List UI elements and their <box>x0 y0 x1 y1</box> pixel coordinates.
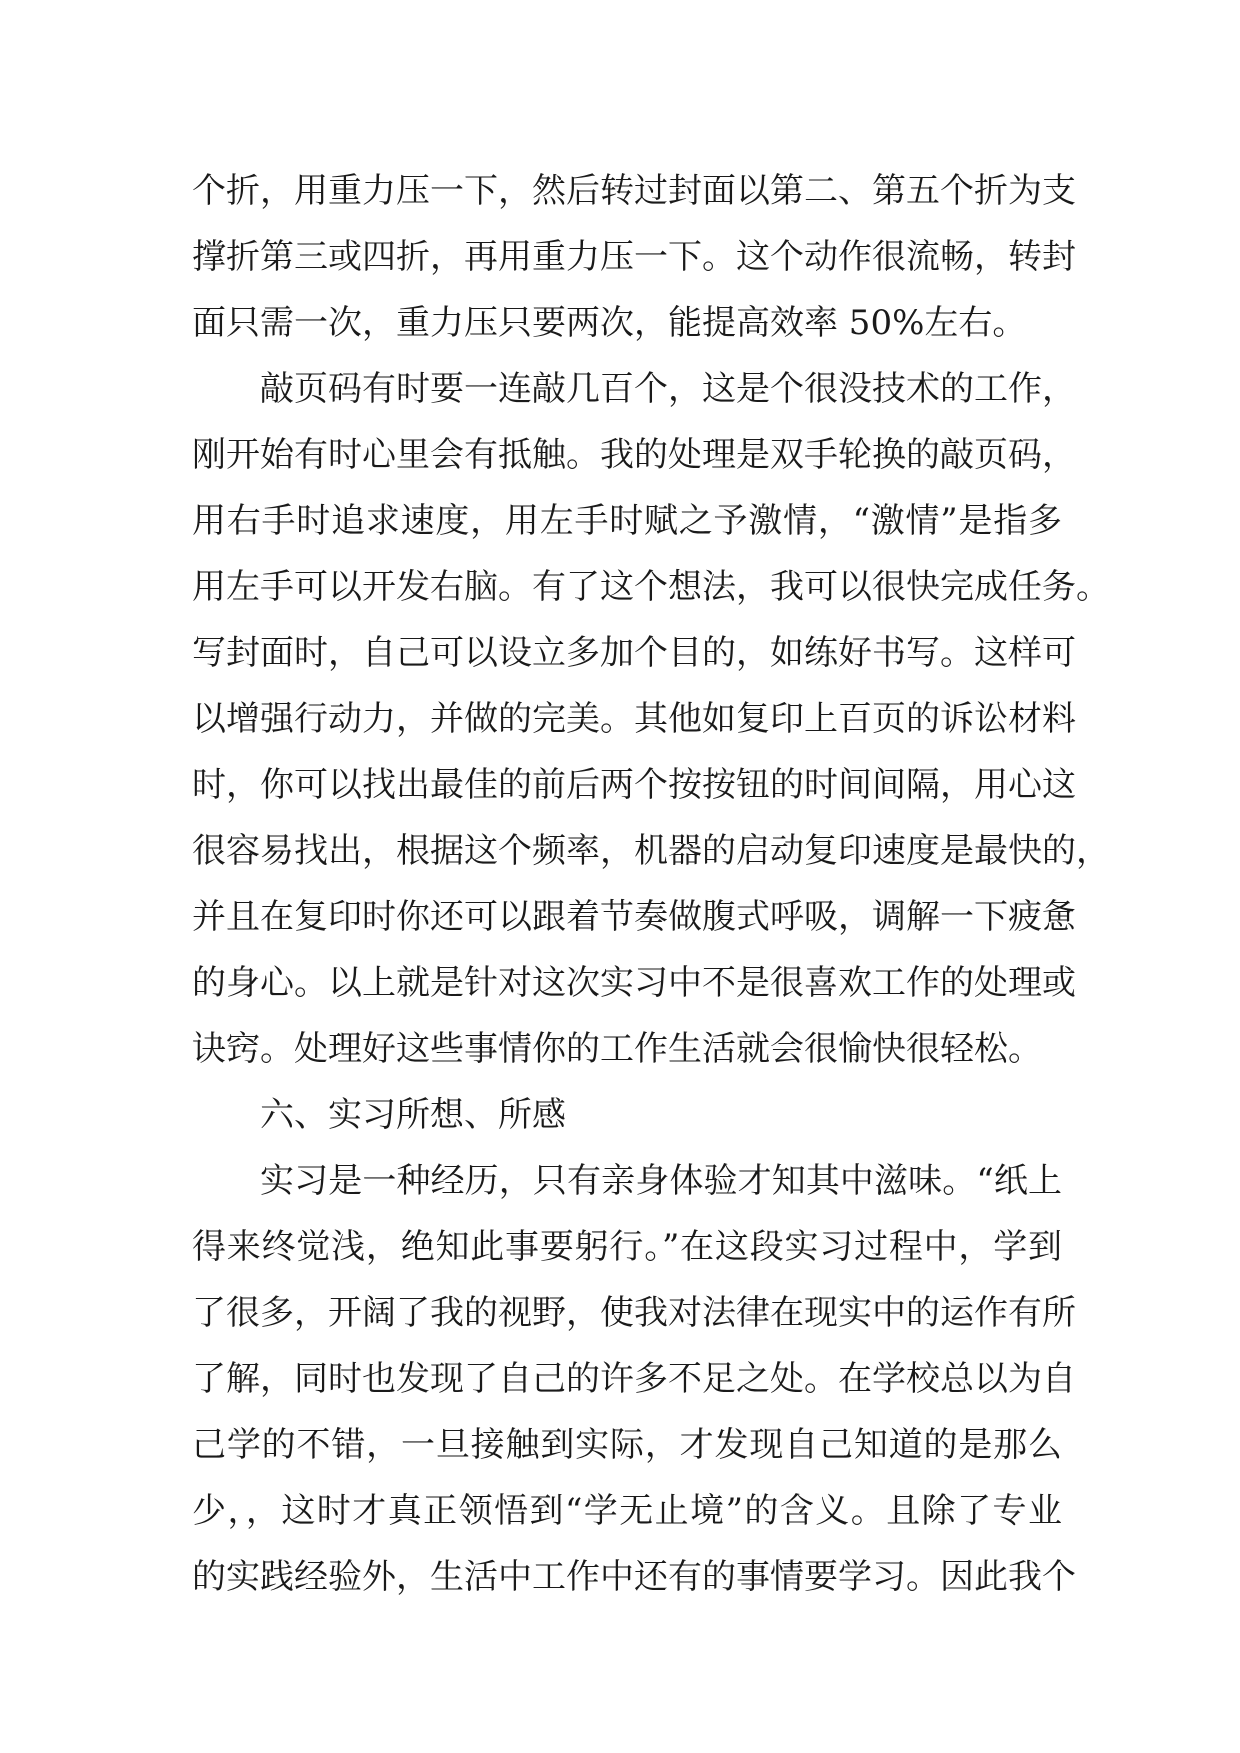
text-line: 以增强行动力，并做的完美。其他如复印上百页的诉讼材料 <box>192 699 1076 739</box>
text-line: 诀窍。处理好这些事情你的工作生活就会很愉快很轻松。 <box>192 1029 1042 1069</box>
text-line: 面只需一次，重力压只要两次，能提高效率 50%左右。 <box>192 303 1027 343</box>
text-line: 并且在复印时你还可以跟着节奏做腹式呼吸，调解一下疲惫 <box>192 897 1076 937</box>
text-line: 得来终觉浅，绝知此事要躬行。”在这段实习过程中，学到 <box>192 1227 1062 1267</box>
body-text <box>192 158 1110 1610</box>
text-line: 少，，这时才真正领悟到“学无止境”的含义。且除了专业 <box>192 1491 1062 1531</box>
text-line: 用左手可以开发右脑。有了这个想法，我可以很快完成任务。 <box>192 567 1110 607</box>
section-heading: 六、实习所想、所感 <box>260 1095 566 1135</box>
text-line: 个折，用重力压一下，然后转过封面以第二、第五个折为支 <box>192 171 1076 211</box>
paragraph-first-line: 实习是一种经历，只有亲身体验才知其中滋味。“纸上 <box>260 1161 1062 1201</box>
text-line: 的实践经验外，生活中工作中还有的事情要学习。因此我个 <box>192 1557 1076 1597</box>
text-line: 写封面时，自己可以设立多加个目的，如练好书写。这样可 <box>192 633 1076 673</box>
text-line: 己学的不错，一旦接触到实际，才发现自己知道的是那么 <box>192 1425 1062 1465</box>
paragraph-first-line: 敲页码有时要一连敲几百个，这是个很没技术的工作， <box>260 369 1076 409</box>
text-line: 撑折第三或四折，再用重力压一下。这个动作很流畅，转封 <box>192 237 1076 277</box>
text-line: 了解，同时也发现了自己的许多不足之处。在学校总以为自 <box>192 1359 1076 1399</box>
text-line: 时，你可以找出最佳的前后两个按按钮的时间间隔，用心这 <box>192 765 1076 805</box>
text-line: 的身心。以上就是针对这次实习中不是很喜欢工作的处理或 <box>192 963 1076 1003</box>
text-line: 刚开始有时心里会有抵触。我的处理是双手轮换的敲页码， <box>192 435 1076 475</box>
text-line: 了很多，开阔了我的视野，使我对法律在现实中的运作有所 <box>192 1293 1076 1333</box>
text-line: 很容易找出，根据这个频率，机器的启动复印速度是最快的， <box>192 831 1110 871</box>
text-line: 用右手时追求速度，用左手时赋之予激情，“激情”是指多 <box>192 501 1062 541</box>
